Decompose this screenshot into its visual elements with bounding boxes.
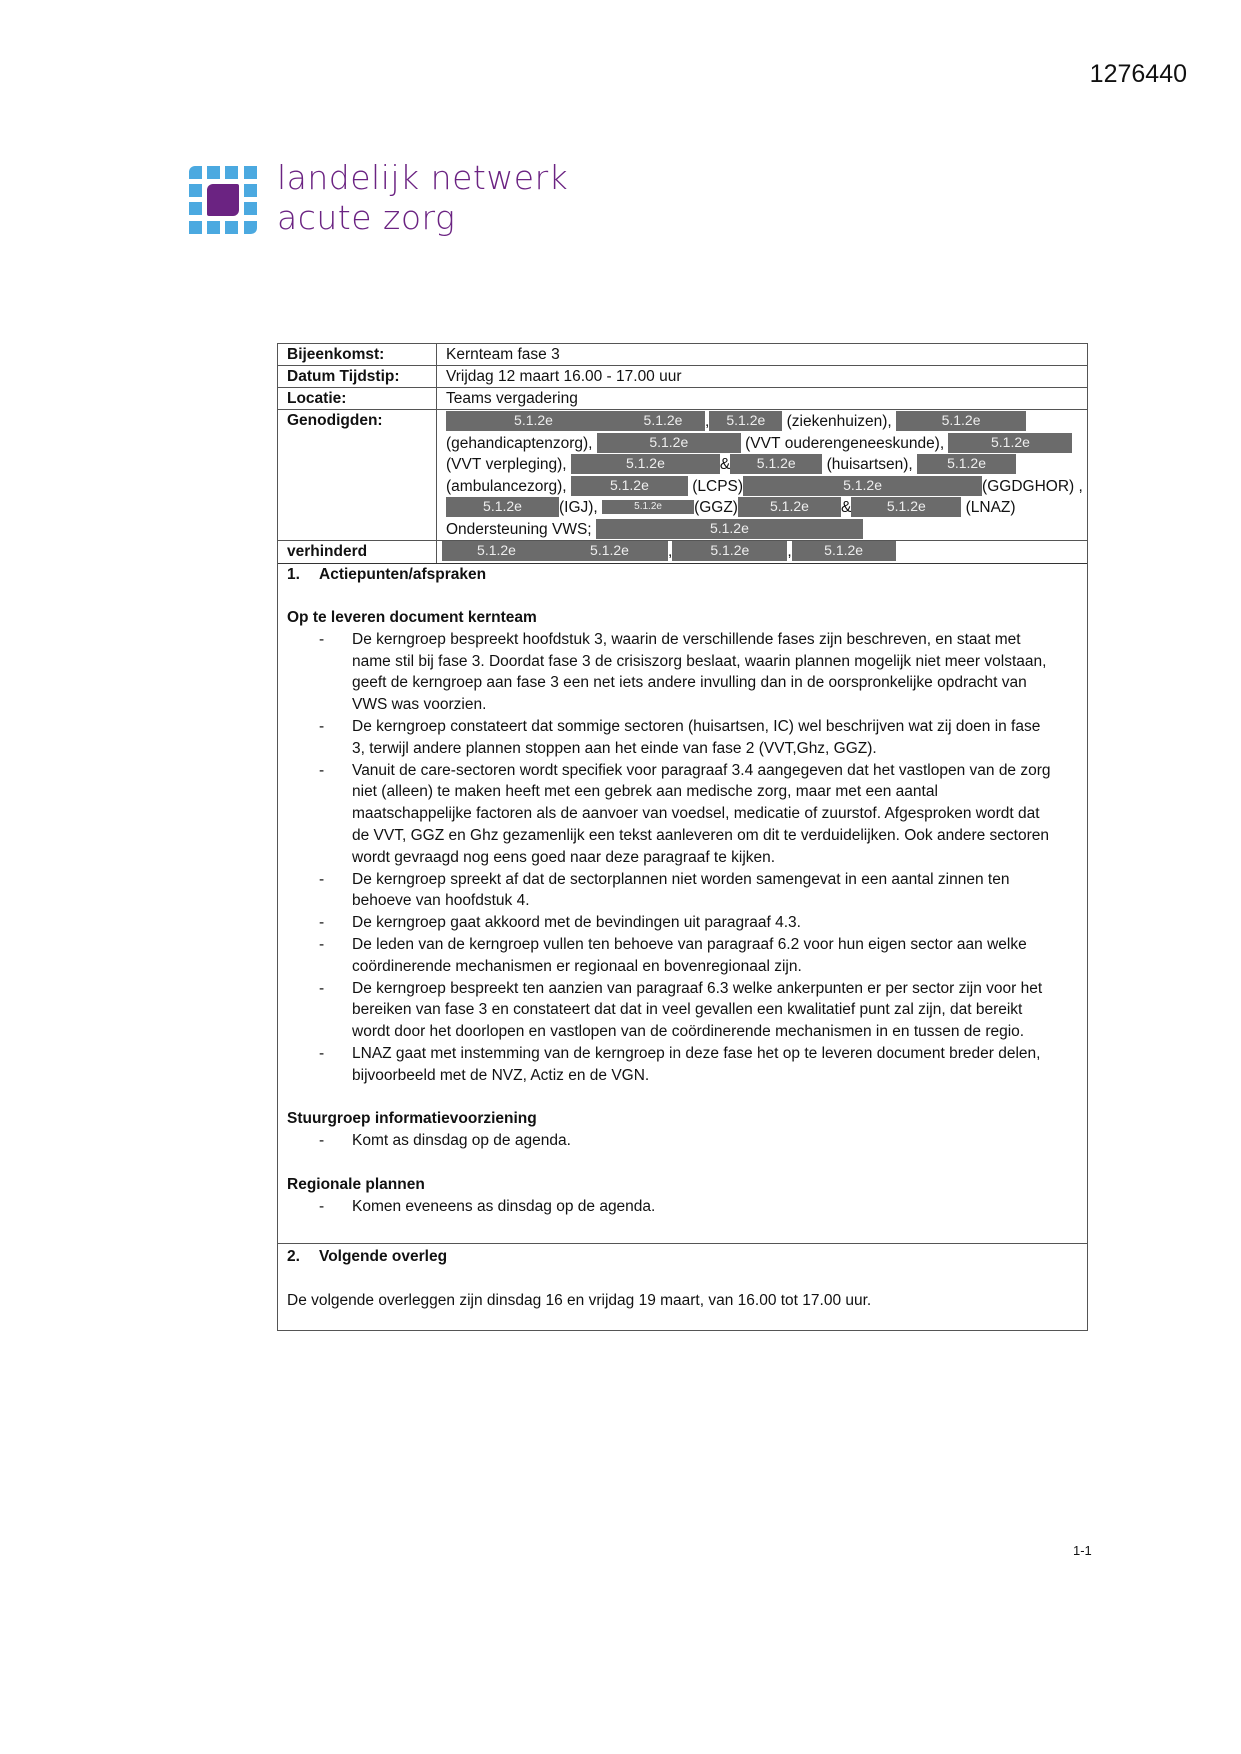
redaction-box: 5.1.2e bbox=[709, 411, 782, 431]
section-number: 2. bbox=[287, 1248, 300, 1265]
dash-bullet-icon: - bbox=[319, 1045, 325, 1063]
bullet-item bbox=[287, 869, 1078, 913]
section-1-heading bbox=[287, 564, 1078, 586]
bullet-line: Komen eveneens as dinsdag op de agenda. bbox=[352, 1197, 656, 1215]
logo-square bbox=[225, 166, 238, 179]
bullet-item bbox=[287, 912, 1078, 934]
text-segment: , bbox=[787, 543, 792, 560]
text-segment: (gehandicaptenzorg), bbox=[446, 434, 597, 452]
value-genodigden bbox=[437, 410, 1087, 540]
dash-bullet-icon: - bbox=[319, 870, 325, 888]
value-locatie: Teams vergadering bbox=[446, 390, 578, 407]
page-number: 1-1 bbox=[1073, 1543, 1092, 1558]
redaction-box: 5.1.2e bbox=[446, 411, 621, 431]
logo-square bbox=[189, 202, 202, 215]
document-number: 1276440 bbox=[1089, 60, 1187, 88]
redaction-box: 5.1.2e bbox=[596, 519, 863, 539]
bullet-line: De kerngroep spreekt af dat de sectorplannen niet worden samengevat in een aantal zinnen ten bbox=[352, 870, 1010, 888]
bullet-item bbox=[287, 760, 1078, 869]
bullet-item bbox=[287, 978, 1078, 1043]
redaction-box: 5.1.2e bbox=[917, 454, 1016, 474]
bullet-line: maatschappelijke factoren als de aanvoer van voedsel, medicatie of zuurstof. Afgesproken wordt dat bbox=[352, 805, 1040, 823]
text-segment: (IGJ), bbox=[559, 499, 603, 516]
text-segment: (VVT verpleging), bbox=[446, 456, 571, 473]
bullet-line: LNAZ gaat met instemming van de kerngroep in deze fase het op te leveren document breder delen, bbox=[352, 1045, 1041, 1063]
section-2-text: De volgende overleggen zijn dinsdag 16 en vrijdag 19 maart, van 16.00 tot 17.00 uur. bbox=[287, 1291, 872, 1309]
bullet-item bbox=[287, 629, 1078, 716]
redaction-box: 5.1.2e bbox=[730, 454, 822, 474]
bullet-line: de VVT, GGZ en Ghz gezamenlijk een tekst aanleveren om dit te verduidelijken. Ook andere sectoren bbox=[352, 827, 1050, 845]
section-actiepunten bbox=[278, 564, 1087, 1218]
bullet-line: wordt door het doorlopen en vastlopen van de coördinerende mechanismen in en tussen de regio. bbox=[352, 1023, 1025, 1041]
bullet-line: De leden van de kerngroep vullen ten behoeve van paragraaf 6.2 voor hun eigen sector aan welke bbox=[352, 936, 1027, 954]
label-locatie: Locatie: bbox=[278, 388, 437, 409]
redaction-box: 5.1.2e bbox=[621, 411, 705, 431]
bullet-line: behoeve van hoofdstuk 4. bbox=[352, 892, 530, 910]
text-segment: Ondersteuning VWS; bbox=[446, 520, 596, 538]
label-bijeenkomst: Bijeenkomst: bbox=[278, 344, 437, 365]
redaction-box: 5.1.2e bbox=[792, 541, 896, 561]
logo-square bbox=[244, 166, 257, 179]
redaction-box: 5.1.2e bbox=[602, 500, 694, 514]
bullet-line: Komt as dinsdag op de agenda. bbox=[352, 1132, 571, 1150]
bullet-line: name stil bij fase 3. Doordat fase 3 de crisiszorg beslaat, waarin plannen mogelijk niet meer volstaan, bbox=[352, 652, 1047, 670]
bullet-item bbox=[287, 1130, 1078, 1152]
logo-square bbox=[225, 221, 238, 234]
text-segment: & bbox=[840, 499, 852, 516]
genodigden-line bbox=[446, 454, 1087, 476]
label-genodigden: Genodigden: bbox=[278, 410, 437, 540]
logo-square bbox=[207, 166, 220, 179]
dash-bullet-icon: - bbox=[319, 630, 325, 648]
logo-square bbox=[207, 221, 220, 234]
subheading-document: Op te leveren document kernteam bbox=[287, 609, 537, 627]
redaction-box: 5.1.2e bbox=[551, 541, 668, 561]
value-datum: Vrijdag 12 maart 16.00 - 17.00 uur bbox=[446, 368, 682, 385]
bullet-line: De kerngroep constateert dat sommige sectoren (huisartsen, IC) wel beschrijven wat zij doen in fase bbox=[352, 718, 1041, 736]
row-datum bbox=[278, 366, 1087, 388]
subheading-regionale-plannen: Regionale plannen bbox=[287, 1175, 425, 1193]
bullet-item bbox=[287, 1043, 1078, 1087]
genodigden-line bbox=[446, 411, 1087, 433]
logo-line-2: acute zorg bbox=[277, 198, 456, 237]
bullet-line: bijvoorbeeld met de NVZ, Actiz en de VGN. bbox=[352, 1066, 650, 1084]
redaction-box: 5.1.2e bbox=[571, 476, 688, 496]
value-verhinderd bbox=[437, 541, 1087, 563]
logo-square bbox=[244, 202, 257, 215]
lnaz-logo-icon bbox=[189, 166, 257, 234]
bullet-line: De kerngroep gaat akkoord met de bevindingen uit paragraaf 4.3. bbox=[352, 914, 801, 932]
dash-bullet-icon: - bbox=[319, 761, 325, 779]
dash-bullet-icon: - bbox=[319, 914, 325, 932]
logo-core bbox=[207, 184, 239, 216]
genodigden-line bbox=[446, 519, 1087, 541]
text-segment: , bbox=[705, 413, 710, 430]
genodigden-line bbox=[446, 433, 1087, 455]
redaction-box: 5.1.2e bbox=[442, 541, 551, 561]
bullet-list-regionale bbox=[287, 1196, 1078, 1218]
label-verhinderd: verhinderd bbox=[278, 541, 437, 563]
text-segment: (ziekenhuizen), bbox=[782, 413, 897, 430]
redaction-box: 5.1.2e bbox=[743, 476, 982, 496]
bullet-line: Vanuit de care-sectoren wordt specifiek voor paragraaf 3.4 aangegeven dat het vastlopen van de zorg bbox=[352, 761, 1051, 779]
row-verhinderd bbox=[278, 541, 1087, 564]
bullet-line: 3, terwijl andere plannen stoppen aan het einde van fase 2 (VVT,Ghz, GGZ). bbox=[352, 739, 877, 757]
redaction-box: 5.1.2e bbox=[672, 541, 787, 561]
logo-line-1: landelijk netwerk bbox=[277, 158, 569, 197]
bullet-item bbox=[287, 716, 1078, 760]
label-datum: Datum Tijdstip: bbox=[278, 366, 437, 387]
redaction-box: 5.1.2e bbox=[446, 497, 559, 517]
bullet-item bbox=[287, 934, 1078, 978]
text-segment: (LNAZ) bbox=[961, 499, 1016, 516]
logo-text bbox=[277, 158, 568, 238]
redaction-box: 5.1.2e bbox=[896, 411, 1026, 431]
redaction-box: 5.1.2e bbox=[738, 497, 841, 517]
subheading-stuurgroep: Stuurgroep informatievoorziening bbox=[287, 1110, 537, 1128]
section-number: 1. bbox=[287, 565, 300, 583]
dash-bullet-icon: - bbox=[319, 718, 325, 736]
text-segment: (GGDGHOR) , bbox=[982, 477, 1083, 495]
dash-bullet-icon: - bbox=[319, 1132, 325, 1150]
redaction-box: 5.1.2e bbox=[948, 433, 1072, 453]
bullet-line: VWS was voorzien. bbox=[352, 696, 487, 714]
genodigden-line bbox=[446, 497, 1087, 519]
genodigden-line bbox=[446, 476, 1087, 498]
bullet-line: niet (alleen) te maken heeft met een gebrek aan medische zorg, maar met een aantal bbox=[352, 783, 938, 801]
section-title: Actiepunten/afspraken bbox=[319, 565, 487, 583]
bullet-line: De kerngroep bespreekt hoofdstuk 3, waarin de verschillende fases zijn beschreven, en staat met bbox=[352, 630, 1021, 648]
dash-bullet-icon: - bbox=[319, 1197, 325, 1215]
minutes-table bbox=[277, 343, 1088, 1331]
logo-square bbox=[189, 166, 202, 179]
redaction-box: 5.1.2e bbox=[571, 454, 720, 474]
bullet-item bbox=[287, 1196, 1078, 1218]
redaction-box: 5.1.2e bbox=[851, 497, 961, 517]
bullet-line: bereiken van fase 3 en constateert dat dat in veel gevallen een kwalitatief punt zal zijn, dat bereikt bbox=[352, 1001, 1023, 1019]
logo-square bbox=[244, 184, 257, 197]
text-segment: (LCPS) bbox=[687, 477, 744, 495]
bullet-list-document bbox=[287, 629, 1078, 1087]
section-title: Volgende overleg bbox=[319, 1248, 448, 1265]
bullet-line: geeft de kerngroep aan fase 3 een net iets andere invulling dan in de oorspronkelijke opdracht van bbox=[352, 674, 1027, 692]
text-segment: (ambulancezorg), bbox=[446, 477, 571, 495]
dash-bullet-icon: - bbox=[319, 979, 325, 997]
logo-square bbox=[244, 221, 257, 234]
text-segment: , bbox=[668, 543, 673, 560]
text-segment: & bbox=[719, 456, 731, 473]
logo-square bbox=[189, 184, 202, 197]
section-volgende-overleg bbox=[278, 1243, 1087, 1311]
dash-bullet-icon: - bbox=[319, 936, 325, 954]
logo-square bbox=[189, 221, 202, 234]
bullet-line: De kerngroep bespreekt ten aanzien van paragraaf 6.3 welke ankerpunten er per sector zijn voor het bbox=[352, 979, 1043, 997]
text-segment: (VVT ouderengeneeskunde), bbox=[740, 434, 949, 452]
row-locatie bbox=[278, 388, 1087, 410]
bullet-list-stuurgroep bbox=[287, 1130, 1078, 1152]
row-genodigden bbox=[278, 410, 1087, 541]
value-bijeenkomst: Kernteam fase 3 bbox=[446, 346, 560, 363]
bullet-line: coördinerende mechanismen er regionaal en bovenregionaal zijn. bbox=[352, 957, 802, 975]
section-2-heading bbox=[287, 1246, 1078, 1268]
redaction-box: 5.1.2e bbox=[597, 433, 741, 453]
text-segment: (huisartsen), bbox=[822, 456, 918, 473]
bullet-line: wordt gevraagd nog eens goed naar deze paragraaf te kijken. bbox=[352, 848, 776, 866]
text-segment: (GGZ) bbox=[694, 499, 738, 516]
row-bijeenkomst bbox=[278, 344, 1087, 366]
